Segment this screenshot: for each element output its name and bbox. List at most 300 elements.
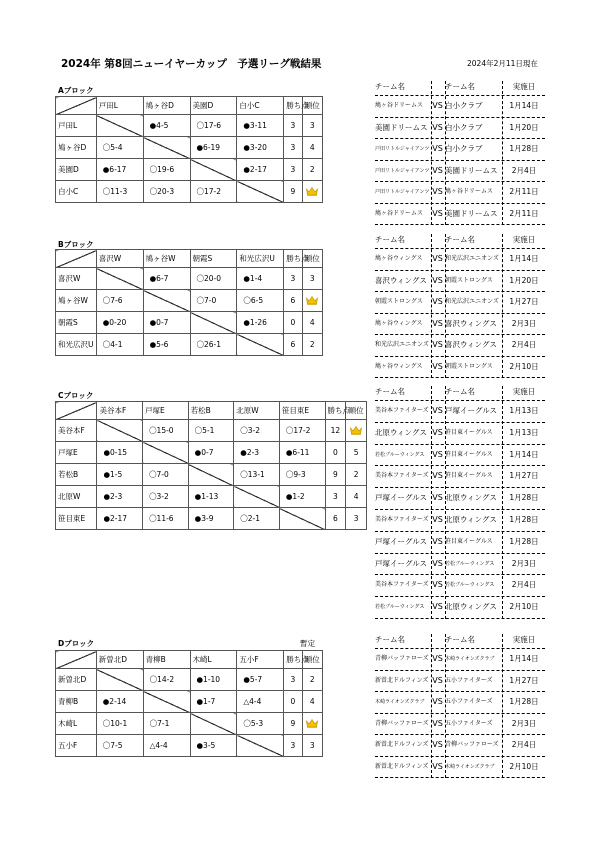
header-row <box>56 250 323 268</box>
schedule-row <box>375 292 545 314</box>
column-divider <box>431 234 432 378</box>
date-header: 実施日 <box>512 235 536 244</box>
match-date: 1月28日 <box>509 493 539 503</box>
diagonal-cell <box>143 290 190 312</box>
match-result-cell: 〇15-0 <box>143 420 189 442</box>
away-team: 北原ウィングス <box>445 602 497 612</box>
column-header: 勝ち点 <box>325 402 346 420</box>
home-team: 青柳バッファローズ <box>375 655 429 662</box>
match-date: 1月13日 <box>509 427 539 437</box>
block-d-label: Dブロック <box>58 639 95 648</box>
table-row <box>56 115 323 137</box>
column-header: 順位 <box>302 250 322 268</box>
match-result-cell: ●4-5 <box>143 115 190 137</box>
home-team: 美谷本ファイターズ <box>375 407 429 414</box>
block-b-schedule <box>375 234 545 378</box>
points-cell: 3 <box>284 735 302 757</box>
match-result-cell: ●1-4 <box>237 268 284 290</box>
rank-cell: 2 <box>302 669 322 691</box>
vs-label: VS <box>432 406 443 415</box>
points-cell: 3 <box>284 115 302 137</box>
match-date: 1月27日 <box>509 297 539 306</box>
away-team: 白小クラブ <box>445 122 483 132</box>
rank-cell: 4 <box>302 691 322 713</box>
vs-label: VS <box>432 514 443 524</box>
table-row <box>56 691 323 713</box>
column-header: 北原W <box>234 402 280 420</box>
away-team: 美園ドリームス <box>445 165 498 175</box>
team2-header: チーム名 <box>445 635 475 644</box>
vs-label: VS <box>432 558 443 568</box>
diagonal-cell <box>97 420 143 442</box>
schedule-header-row <box>375 234 545 249</box>
column-header: 喜沢W <box>96 250 143 268</box>
match-result-cell: 〇19-6 <box>143 159 190 181</box>
match-result-cell: 〇9-3 <box>279 464 325 486</box>
block-d-schedule <box>375 634 545 778</box>
row-team-name: 青柳B <box>56 691 97 713</box>
diagonal-cell <box>237 735 284 757</box>
home-team: 鳩ヶ谷ドリームス <box>375 102 424 109</box>
vs-label: VS <box>432 654 443 663</box>
schedule-row <box>375 271 545 293</box>
home-team: 鳩ヶ谷ドリームス <box>375 209 424 217</box>
schedule-row <box>375 735 545 757</box>
row-team-name: 新曽北D <box>56 669 97 691</box>
column-divider <box>445 386 446 619</box>
vs-label: VS <box>432 471 443 481</box>
match-result-cell: 〇17-2 <box>279 420 325 442</box>
as-of-date: 2024年2月11日現在 <box>467 59 538 68</box>
rank-cell: 3 <box>302 735 322 757</box>
away-team: 戸塚イーグルス <box>445 406 498 415</box>
vs-label: VS <box>432 761 443 771</box>
schedule-row <box>375 335 545 357</box>
home-team: 戸田リトルジャイアンツ <box>375 146 430 152</box>
column-divider <box>431 386 432 619</box>
schedule-row <box>375 554 545 576</box>
match-result-cell: ●2-3 <box>234 442 280 464</box>
diagonal-cell <box>143 137 190 159</box>
column-divider <box>502 234 503 378</box>
diagonal-cell <box>96 268 143 290</box>
column-header: 美谷本F <box>97 402 143 420</box>
match-date: 1月27日 <box>509 675 539 685</box>
date-header: 実施日 <box>512 82 536 91</box>
vs-label: VS <box>432 718 443 728</box>
vs-label: VS <box>432 580 443 590</box>
corner-cell <box>56 651 97 669</box>
row-team-name: 木崎L <box>56 713 97 735</box>
table-row <box>56 442 367 464</box>
home-team: 戸田リトルジャイアンツ <box>375 189 430 195</box>
away-team: 北原ウィングス <box>445 514 497 524</box>
match-result-cell: ●2-17 <box>237 159 284 181</box>
rank-cell: 4 <box>346 486 367 508</box>
match-result-cell: 〇20-0 <box>190 268 237 290</box>
table-row <box>56 312 323 334</box>
vs-label: VS <box>432 187 443 196</box>
match-result-cell: 〇4-1 <box>96 334 143 356</box>
column-header: 朝霞S <box>190 250 237 268</box>
home-team: 若松ブルーウィングス <box>375 604 425 611</box>
away-team: 和光広沢ユニオンズ <box>445 255 499 262</box>
team1-header: チーム名 <box>375 82 405 91</box>
diagonal-cell <box>237 181 284 203</box>
column-header: 新曽北D <box>96 651 143 669</box>
match-result-cell: 〇3-2 <box>143 486 189 508</box>
home-team: 鳩ヶ谷ウィングス <box>375 255 423 262</box>
table-row <box>56 334 323 356</box>
schedule-row <box>375 357 545 379</box>
match-result-cell: 〇3-2 <box>234 420 280 442</box>
vs-label: VS <box>432 254 443 263</box>
page-title: 2024年 第8回ニューイヤーカップ 予選リーグ戦結果 <box>61 58 322 70</box>
points-cell: 3 <box>325 486 346 508</box>
column-header: 勝ち点 <box>284 97 302 115</box>
vs-label: VS <box>432 697 443 706</box>
team1-header: チーム名 <box>375 387 405 396</box>
match-date: 1月28日 <box>509 514 539 524</box>
table-row <box>56 508 367 530</box>
home-team: 木崎ライオンズクラブ <box>375 699 425 705</box>
home-team: 戸田リトルジャイアンツ <box>375 167 430 174</box>
away-team: 木崎ライオンズクラブ <box>445 763 495 770</box>
row-team-name: 朝霞S <box>56 312 97 334</box>
column-header: 美園D <box>190 97 237 115</box>
match-result-cell: △4-4 <box>237 691 284 713</box>
points-cell: 0 <box>284 312 302 334</box>
points-cell: 6 <box>284 334 302 356</box>
schedule-row <box>375 249 545 271</box>
header-row <box>56 651 323 669</box>
column-header: 勝ち点 <box>284 250 302 268</box>
rank-cell: 2 <box>302 159 322 181</box>
vs-label: VS <box>432 144 443 153</box>
match-date: 1月28日 <box>509 697 539 706</box>
schedule-row <box>375 757 545 779</box>
schedule-row <box>375 532 545 554</box>
match-date: 1月27日 <box>509 471 539 481</box>
diagonal-cell <box>143 442 189 464</box>
match-result-cell: ●0-15 <box>97 442 143 464</box>
points-cell: 9 <box>284 181 302 203</box>
match-result-cell: ●1-7 <box>190 691 237 713</box>
home-team: 美園ドリームス <box>375 122 428 132</box>
row-team-name: 美園D <box>56 159 97 181</box>
table-row <box>56 464 367 486</box>
match-result-cell: ●0-7 <box>188 442 234 464</box>
vs-label: VS <box>432 101 443 110</box>
diagonal-cell <box>237 334 284 356</box>
match-result-cell: ●5-6 <box>143 334 190 356</box>
match-result-cell: ●1-26 <box>237 312 284 334</box>
rank-cell: 4 <box>302 312 322 334</box>
vs-label: VS <box>432 602 443 612</box>
points-cell: 0 <box>284 691 302 713</box>
points-cell: 6 <box>325 508 346 530</box>
corner-cell <box>56 250 97 268</box>
column-header: 鳩ヶ谷D <box>143 97 190 115</box>
away-team: 五小ファイターズ <box>445 676 493 684</box>
match-result-cell: ●3-20 <box>237 137 284 159</box>
corner-cell <box>56 402 97 420</box>
vs-label: VS <box>432 208 443 218</box>
row-team-name: 美谷本F <box>56 420 97 442</box>
schedule-row <box>375 692 545 714</box>
home-team: 戸塚イーグルス <box>375 536 428 546</box>
column-header: 和光広沢U <box>237 250 284 268</box>
column-divider <box>502 386 503 619</box>
column-header: 順位 <box>302 97 322 115</box>
match-result-cell: ●1-13 <box>188 486 234 508</box>
match-date: 2月11日 <box>509 187 539 196</box>
away-team: 若松ブルーウィングス <box>445 582 495 589</box>
match-date: 1月13日 <box>509 406 539 415</box>
home-team: 美谷本ファイターズ <box>375 581 429 589</box>
home-team: 新曽北ドルフィンズ <box>375 762 429 770</box>
schedule-row <box>375 466 545 488</box>
away-team: 鳩ヶ谷ドリームス <box>445 188 494 195</box>
row-team-name: 鳩ヶ谷W <box>56 290 97 312</box>
schedule-row <box>375 423 545 445</box>
column-divider <box>502 634 503 778</box>
match-date: 2月11日 <box>509 208 539 218</box>
vs-label: VS <box>432 427 443 437</box>
away-team: 白小クラブ <box>445 144 483 153</box>
row-team-name: 喜沢W <box>56 268 97 290</box>
points-cell: 6 <box>284 290 302 312</box>
column-divider <box>431 634 432 778</box>
match-date: 2月4日 <box>511 165 537 175</box>
match-result-cell: 〇11-6 <box>143 508 189 530</box>
vs-label: VS <box>432 318 443 328</box>
home-team: 北原ウィングス <box>375 427 427 437</box>
match-result-cell: 〇7-5 <box>96 735 143 757</box>
match-result-cell: 〇7-0 <box>190 290 237 312</box>
column-header: 青柳B <box>143 651 190 669</box>
match-result-cell: 〇26-1 <box>190 334 237 356</box>
row-team-name: 戸塚E <box>56 442 97 464</box>
row-team-name: 笹目東E <box>56 508 97 530</box>
home-team: 鳩ヶ谷ウィングス <box>375 319 423 327</box>
vs-label: VS <box>432 122 443 132</box>
column-divider <box>445 81 446 225</box>
match-result-cell: ●6-7 <box>143 268 190 290</box>
schedule-row <box>375 401 545 423</box>
points-cell: 3 <box>284 268 302 290</box>
points-cell: 3 <box>284 669 302 691</box>
schedule-row <box>375 510 545 532</box>
away-team: 笹目東イーグルス <box>445 472 493 480</box>
table-row <box>56 137 323 159</box>
points-cell: 12 <box>325 420 346 442</box>
home-team: 新曽北ドルフィンズ <box>375 676 429 684</box>
vs-label: VS <box>432 493 443 503</box>
crown-icon <box>306 187 318 196</box>
block-c-results-table <box>55 401 367 530</box>
match-result-cell: 〇11-3 <box>96 181 143 203</box>
table-row <box>56 290 323 312</box>
away-team: 北原ウィングス <box>445 493 497 503</box>
column-divider <box>431 81 432 225</box>
match-result-cell: 〇5-1 <box>188 420 234 442</box>
match-result-cell: 〇13-1 <box>234 464 280 486</box>
column-divider <box>445 634 446 778</box>
rank-cell <box>346 420 367 442</box>
match-date: 1月20日 <box>509 122 539 132</box>
schedule-row <box>375 671 545 693</box>
match-date: 2月10日 <box>509 602 539 612</box>
table-row <box>56 735 323 757</box>
table-row <box>56 486 367 508</box>
away-team: 喜沢ウィングス <box>445 318 497 328</box>
table-row <box>56 181 323 203</box>
block-c-schedule <box>375 386 545 619</box>
match-result-cell: ●6-11 <box>279 442 325 464</box>
away-team: 青柳バッファローズ <box>445 741 499 748</box>
points-cell: 0 <box>325 442 346 464</box>
home-team: 鳩ヶ谷ウィングス <box>375 362 423 370</box>
home-team: 青柳バッファローズ <box>375 719 429 727</box>
team1-header: チーム名 <box>375 235 405 244</box>
diagonal-cell <box>143 691 190 713</box>
diagonal-cell <box>279 508 325 530</box>
diagonal-cell <box>190 312 237 334</box>
rank-cell <box>302 181 322 203</box>
crown-icon <box>306 719 318 728</box>
match-result-cell: ●0-7 <box>143 312 190 334</box>
rank-cell <box>302 713 322 735</box>
vs-label: VS <box>432 361 443 371</box>
match-result-cell: ●3-9 <box>188 508 234 530</box>
schedule-row <box>375 118 545 140</box>
home-team: 朝霞ストロングス <box>375 298 423 305</box>
match-result-cell: ●5-7 <box>237 669 284 691</box>
diagonal-cell <box>96 669 143 691</box>
away-team: 五小ファイターズ <box>445 698 493 705</box>
rank-cell: 2 <box>302 334 322 356</box>
home-team: 若松ブルーウィングス <box>375 451 425 458</box>
away-team: 喜沢ウィングス <box>445 340 497 349</box>
away-team: 五小ファイターズ <box>445 719 493 727</box>
home-team: 美谷本ファイターズ <box>375 515 429 523</box>
schedule-row <box>375 714 545 736</box>
match-result-cell: ●3-11 <box>237 115 284 137</box>
rank-cell: 5 <box>346 442 367 464</box>
rank-cell: 3 <box>302 268 322 290</box>
block-d-provisional-note: 暫定 <box>300 639 315 648</box>
match-result-cell: ●6-17 <box>96 159 143 181</box>
away-team: 白小クラブ <box>445 101 483 110</box>
block-a-schedule <box>375 81 545 225</box>
match-date: 2月4日 <box>511 580 537 590</box>
match-result-cell: ●1-2 <box>279 486 325 508</box>
match-result-cell: ●2-17 <box>97 508 143 530</box>
column-header: 順位 <box>302 651 322 669</box>
date-header: 実施日 <box>512 387 536 396</box>
match-date: 2月4日 <box>511 340 537 349</box>
match-result-cell: 〇14-2 <box>143 669 190 691</box>
schedule-row <box>375 597 545 619</box>
vs-label: VS <box>432 675 443 685</box>
match-result-cell: ●1-10 <box>190 669 237 691</box>
column-header: 勝ち点 <box>284 651 302 669</box>
row-team-name: 戸田L <box>56 115 97 137</box>
diagonal-cell <box>190 713 237 735</box>
schedule-row <box>375 488 545 510</box>
vs-label: VS <box>432 740 443 749</box>
match-date: 1月20日 <box>509 275 539 285</box>
schedule-row <box>375 139 545 161</box>
column-header: 戸田L <box>96 97 143 115</box>
schedule-row <box>375 575 545 597</box>
column-header: 笹目東E <box>279 402 325 420</box>
rank-cell: 3 <box>302 115 322 137</box>
schedule-header-row <box>375 634 545 649</box>
match-date: 2月3日 <box>511 318 537 328</box>
vs-label: VS <box>432 536 443 546</box>
points-cell: 9 <box>284 713 302 735</box>
diagonal-cell <box>96 115 143 137</box>
match-date: 2月3日 <box>511 558 537 568</box>
rank-cell: 4 <box>302 137 322 159</box>
corner-cell <box>56 97 97 115</box>
table-row <box>56 669 323 691</box>
column-header: 鳩ヶ谷W <box>143 250 190 268</box>
column-header: 五小F <box>237 651 284 669</box>
date-header: 実施日 <box>512 635 536 644</box>
match-result-cell: 〇7-6 <box>96 290 143 312</box>
schedule-header-row <box>375 81 545 96</box>
row-team-name: 鳩ヶ谷D <box>56 137 97 159</box>
column-divider <box>445 234 446 378</box>
rank-cell: 3 <box>346 508 367 530</box>
crown-icon <box>306 296 318 305</box>
home-team: 新曽北ドルフィンズ <box>375 741 429 748</box>
team2-header: チーム名 <box>445 387 475 396</box>
team2-header: チーム名 <box>445 235 475 244</box>
away-team: 和光広沢ユニオンズ <box>445 298 499 305</box>
column-header: 白小C <box>237 97 284 115</box>
match-result-cell: 〇5-3 <box>237 713 284 735</box>
match-date: 2月4日 <box>511 740 537 749</box>
match-result-cell: 〇7-1 <box>143 713 190 735</box>
match-result-cell: ●0-20 <box>96 312 143 334</box>
match-result-cell: 〇6-5 <box>237 290 284 312</box>
schedule-row <box>375 649 545 671</box>
match-date: 1月14日 <box>509 654 539 663</box>
match-result-cell: ●6-19 <box>190 137 237 159</box>
match-date: 2月10日 <box>509 361 539 371</box>
match-result-cell: 〇17-2 <box>190 181 237 203</box>
schedule-row <box>375 204 545 226</box>
schedule-row <box>375 96 545 118</box>
points-cell: 9 <box>325 464 346 486</box>
vs-label: VS <box>432 340 443 349</box>
match-result-cell: △4-4 <box>143 735 190 757</box>
team2-header: チーム名 <box>445 82 475 91</box>
vs-label: VS <box>432 297 443 306</box>
away-team: 笹目東イーグルス <box>445 428 493 436</box>
away-team: 笹目東イーグルス <box>445 537 493 545</box>
match-result-cell: ●2-14 <box>96 691 143 713</box>
match-date: 1月14日 <box>509 254 539 263</box>
schedule-row <box>375 161 545 183</box>
points-cell: 3 <box>284 137 302 159</box>
crown-icon <box>350 426 362 435</box>
vs-label: VS <box>432 449 443 459</box>
